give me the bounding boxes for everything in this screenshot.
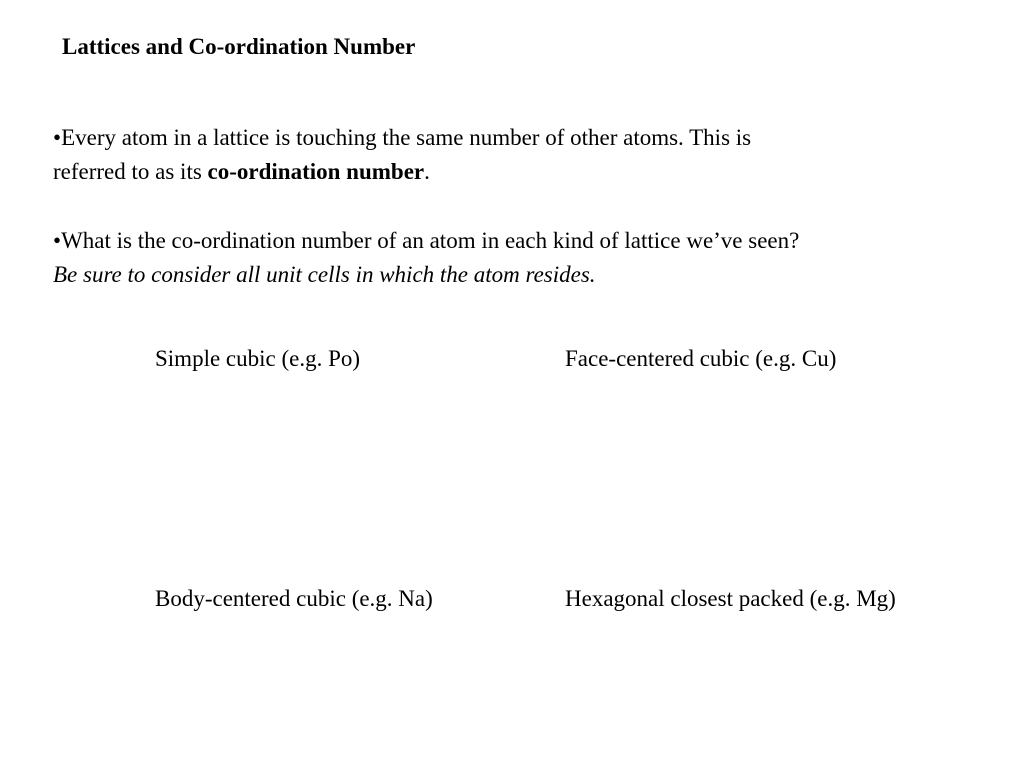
- bullet-line: [53, 121, 1003, 155]
- bullet-line: [53, 155, 1003, 189]
- bullet-hint: Be sure to consider all unit cells in which the atom resides.: [53, 262, 596, 287]
- bullet-line: [53, 224, 1003, 258]
- bullet-marker: •: [53, 125, 62, 150]
- bullet-text: What is the co-ordination number of an atom in each kind of lattice we’ve seen?: [61, 228, 800, 253]
- bullet-text: referred to as its: [53, 159, 208, 184]
- bullet-text: .: [424, 159, 430, 184]
- bullet-marker: •: [53, 228, 62, 253]
- lattice-label-body-centered-cubic: Body-centered cubic (e.g. Na): [155, 586, 433, 611]
- key-term: co-ordination number: [207, 159, 425, 184]
- bullet-coordination-definition: [53, 121, 1003, 189]
- lattice-label-simple-cubic: Simple cubic (e.g. Po): [155, 346, 361, 371]
- lattice-label-face-centered-cubic: Face-centered cubic (e.g. Cu): [565, 346, 837, 371]
- bullet-question: [53, 224, 1003, 292]
- bullet-text: Every atom in a lattice is touching the same number of other atoms. This is: [61, 125, 752, 150]
- slide-title: Lattices and Co-ordination Number: [62, 34, 416, 59]
- lattice-label-hexagonal-closest-packed: Hexagonal closest packed (e.g. Mg): [565, 586, 896, 611]
